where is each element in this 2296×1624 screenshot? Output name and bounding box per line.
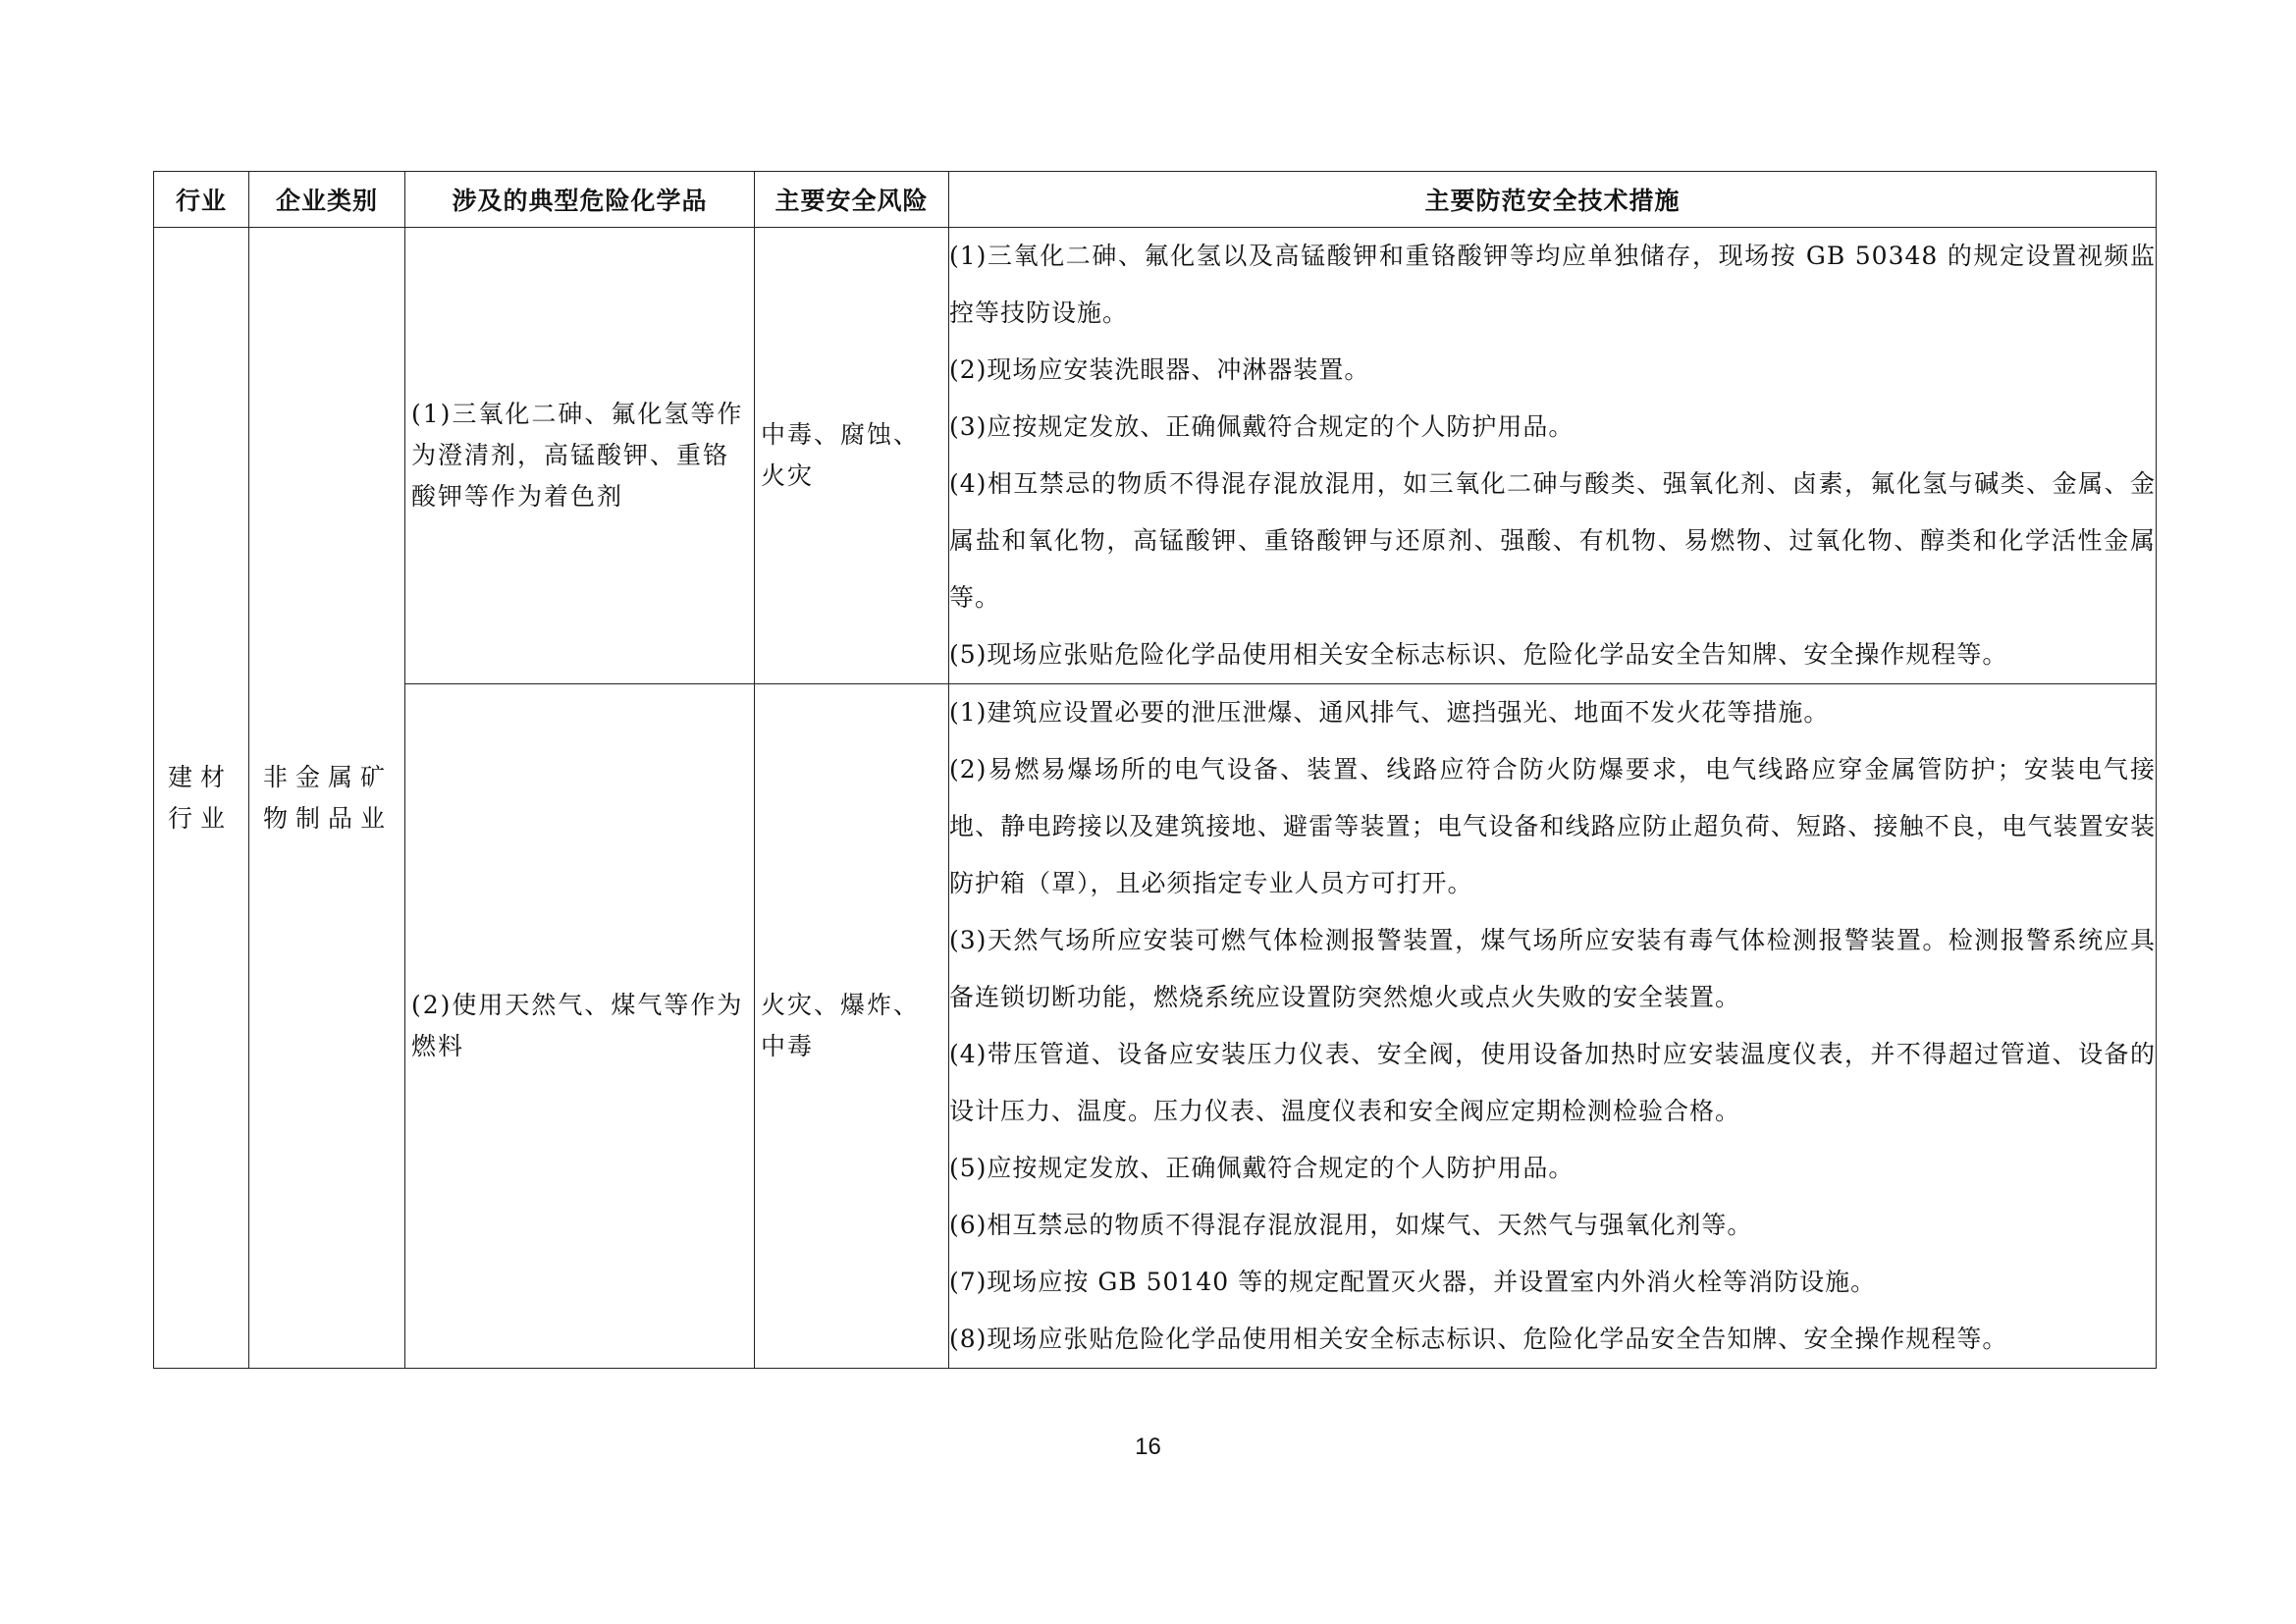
category-text: 非金属矿物制品业	[263, 762, 394, 833]
risks-text: 火灾、爆炸、中毒	[761, 991, 921, 1060]
measures-cell	[949, 684, 2157, 1369]
chemicals-text: (2)使用天然气、煤气等作为燃料	[411, 991, 744, 1060]
chemicals-cell	[405, 228, 755, 684]
risks-cell	[755, 684, 949, 1369]
table-row	[154, 228, 2157, 684]
risks-cell	[755, 228, 949, 684]
measure-item: (8)现场应张贴危险化学品使用相关安全标志标识、危险化学品安全告知牌、安全操作规程等。	[949, 1325, 2008, 1353]
measure-item: (5)应按规定发放、正确佩戴符合规定的个人防护用品。	[949, 1154, 1575, 1182]
measure-item: (6)相互禁忌的物质不得混存混放混用，如煤气、天然气与强氧化剂等。	[949, 1211, 1753, 1239]
measure-item: (4)相互禁忌的物质不得混存混放混用，如三氧化二砷与酸类、强氧化剂、卤素，氟化氢与碱类、金属、金属盐和氧化物，高锰酸钾、重铬酸钾与还原剂、强酸、有机物、易燃物、过氧化物、醇类和化学活性金属等。	[949, 469, 2156, 612]
measure-item: (4)带压管道、设备应安装压力仪表、安全阀，使用设备加热时应安装温度仪表，并不得超过管道、设备的设计压力、温度。压力仪表、温度仪表和安全阀应定期检测检验合格。	[949, 1040, 2156, 1125]
measure-item: (3)应按规定发放、正确佩戴符合规定的个人防护用品。	[949, 412, 1575, 441]
risks-text: 中毒、腐蚀、火灾	[761, 420, 921, 490]
measure-item: (2)易燃易爆场所的电气设备、装置、线路应符合防火防爆要求，电气线路应穿金属管防护；安装电气接地、静电跨接以及建筑接地、避雷等装置；电气设备和线路应防止超负荷、短路、接触不良，电气装置安装防护箱（罩），且必须指定专业人员方可打开。	[949, 755, 2156, 897]
industry-text: 建材行业	[168, 762, 234, 833]
category-cell	[249, 228, 405, 1369]
measure-item: (7)现场应按 GB 50140 等的规定配置灭火器，并设置室内外消火栓等消防设施。	[949, 1268, 1877, 1296]
chemicals-cell	[405, 684, 755, 1369]
header-chemicals: 涉及的典型危险化学品	[405, 172, 755, 228]
chemicals-text: (1)三氧化二砷、氟化氢等作为澄清剂，高锰酸钾、重铬酸钾等作为着色剂	[411, 400, 744, 511]
measure-item: (5)现场应张贴危险化学品使用相关安全标志标识、危险化学品安全告知牌、安全操作规程等。	[949, 640, 2008, 669]
measures-cell	[949, 228, 2157, 684]
header-risks: 主要安全风险	[755, 172, 949, 228]
measure-item: (2)现场应安装洗眼器、冲淋器装置。	[949, 355, 1370, 384]
measure-item: (1)三氧化二砷、氟化氢以及高锰酸钾和重铬酸钾等均应单独储存，现场按 GB 50348 的规定设置视频监控等技防设施。	[949, 242, 2156, 327]
hazard-measures-table	[153, 171, 2157, 1369]
industry-cell	[154, 228, 249, 1369]
table-row	[154, 684, 2157, 1369]
table-header-row	[154, 172, 2157, 228]
header-category: 企业类别	[249, 172, 405, 228]
measure-item: (3)天然气场所应安装可燃气体检测报警装置，煤气场所应安装有毒气体检测报警装置。检测报警系统应具备连锁切断功能，燃烧系统应设置防突然熄火或点火失败的安全装置。	[949, 926, 2156, 1011]
measure-item: (1)建筑应设置必要的泄压泄爆、通风排气、遮挡强光、地面不发火花等措施。	[949, 698, 1830, 727]
header-measures: 主要防范安全技术措施	[949, 172, 2157, 228]
header-industry: 行业	[154, 172, 249, 228]
page-number: 16	[1135, 1434, 1161, 1460]
